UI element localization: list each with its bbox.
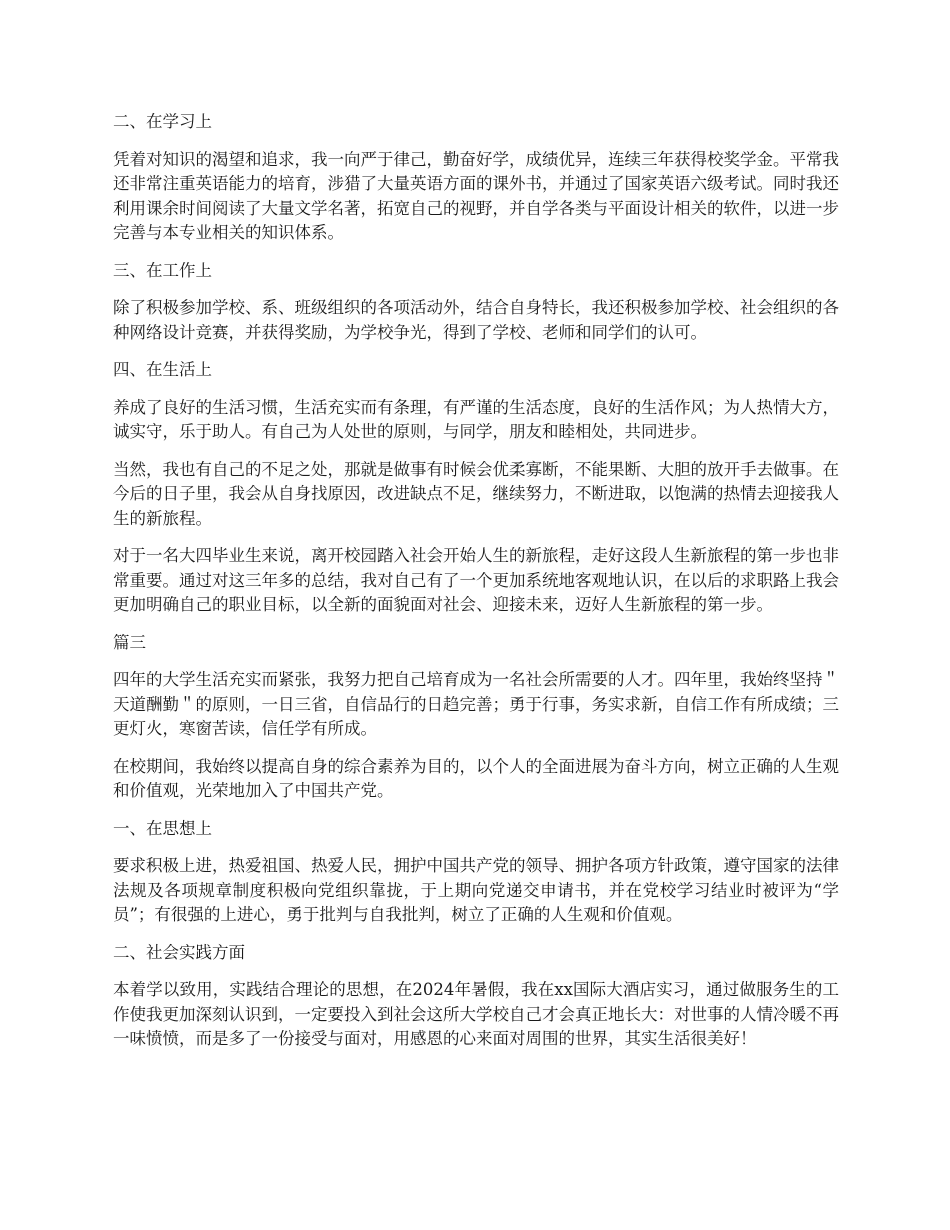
paragraph-practice: 本着学以致用，实践结合理论的思想，在2024年暑假，我在xx国际大酒店实习，通过做服务生的工作使我更加深刻认识到，一定要投入到社会这所大学校自己才会真正地长大：对世事的人情冷暖不再一味愤愤，而是多了一份接受与面对，用感恩的心来面对周围的世界，其实生活很美好！ (113, 980, 839, 1048)
paragraph-work: 除了积极参加学校、系、班级组织的各项活动外，结合自身特长，我还积极参加学校、社会组织的各种网络设计竞赛，并获得奖励，为学校争光，得到了学校、老师和同学们的认可。 (113, 298, 839, 342)
paragraph-thought: 要求积极上进，热爱祖国、热爱人民，拥护中国共产党的领导、拥护各项方针政策，遵守国家的法律法规及各项规章制度积极向党组织靠拢，于上期向党递交申请书，并在党校学习结业时被评为“学员”；有很强的上进心，勇于批判与自我批判，树立了正确的人生观和价值观。 (113, 856, 839, 924)
document-body (113, 110, 839, 1065)
paragraph-four-years: 四年的大学生活充实而紧张，我努力把自己培育成为一名社会所需要的人才。四年里，我始终坚持＂天道酬勤＂的原则，一日三省，自信品行的日趋完善；勇于行事，务实求新，自信工作有所成绩；三更灯火，寒窗苦读，信任学有所成。 (113, 670, 839, 738)
paragraph-study: 凭着对知识的渴望和追求，我一向严于律己，勤奋好学，成绩优异，连续三年获得校奖学金。平常我还非常注重英语能力的培育，涉猎了大量英语方面的课外书，并通过了国家英语六级考试。同时我还利用课余时间阅读了大量文学名著，拓宽自己的视野，并自学各类与平面设计相关的软件，以进一步完善与本专业相关的知识体系。 (113, 149, 839, 242)
heading-life: 四、在生活上 (113, 360, 212, 379)
heading-study: 二、在学习上 (113, 112, 212, 131)
paragraph-school-period: 在校期间，我始终以提高自身的综合素养为目的，以个人的全面进展为奋斗方向，树立正确的人生观和价值观，光荣地加入了中国共产党。 (113, 756, 839, 800)
heading-work: 三、在工作上 (113, 260, 212, 280)
heading-part-three: 篇三 (113, 632, 146, 652)
paragraph-life: 养成了良好的生活习惯，生活充实而有条理，有严谨的生活态度，良好的生活作风；为人热情大方，诚实守，乐于助人。有自己为人处世的原则，与同学，朋友和睦相处，共同进步。 (113, 397, 839, 441)
heading-practice: 二、社会实践方面 (113, 942, 245, 962)
paragraph-graduate: 对于一名大四毕业生来说，离开校园踏入社会开始人生的新旅程，走好这段人生新旅程的第一步也非常重要。通过对这三年多的总结，我对自己有了一个更加系统地客观地认识，在以后的求职路上我会更加明确自己的职业目标，以全新的面貌面对社会、迎接未来，迈好人生新旅程的第一步。 (113, 546, 839, 614)
heading-thought: 一、在思想上 (113, 818, 212, 838)
paragraph-shortcomings: 当然，我也有自己的不足之处，那就是做事有时候会优柔寡断，不能果断、大胆的放开手去做事。在今后的日子里，我会从自身找原因，改进缺点不足，继续努力，不断进取，以饱满的热情去迎接我人生的新旅程。 (113, 459, 839, 528)
